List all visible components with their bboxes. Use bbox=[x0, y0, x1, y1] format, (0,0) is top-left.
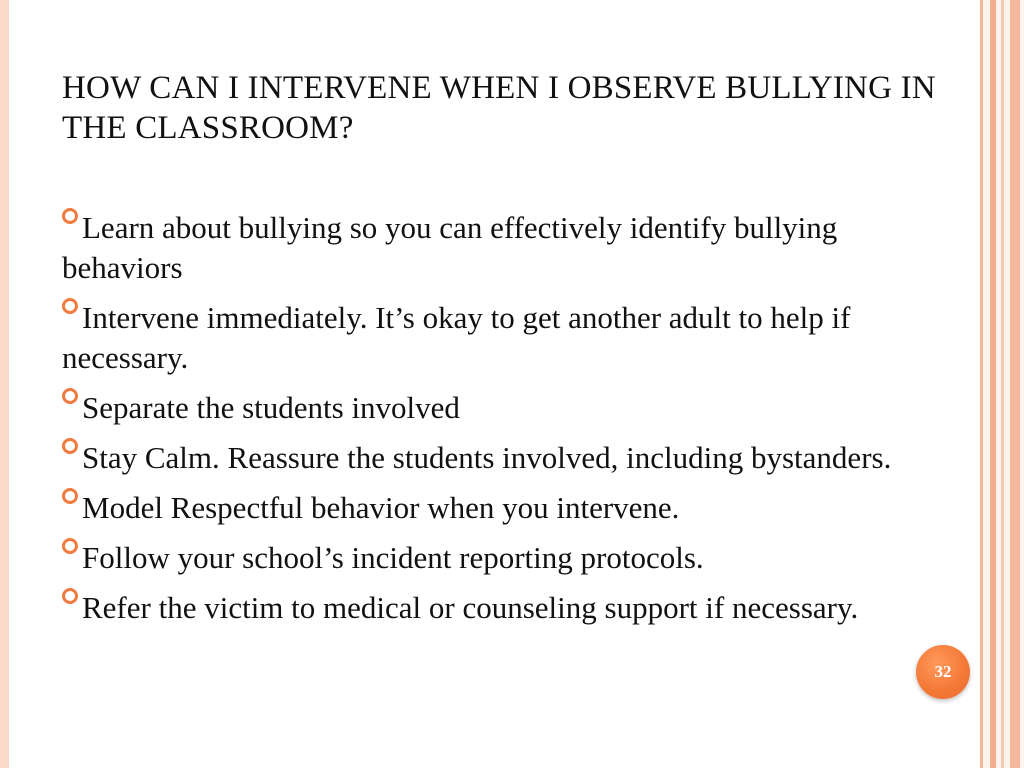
bullet-item bbox=[62, 298, 892, 378]
ring-bullet-icon bbox=[62, 538, 78, 554]
bullet-text: Model Respectful behavior when you intervene. bbox=[82, 490, 680, 525]
ring-bullet-icon bbox=[62, 298, 78, 314]
ring-bullet-icon bbox=[62, 438, 78, 454]
bullet-text: Refer the victim to medical or counseling support if necessary. bbox=[82, 590, 859, 625]
bullet-item bbox=[62, 438, 892, 478]
ring-bullet-icon bbox=[62, 488, 78, 504]
bullet-text: Intervene immediately. It’s okay to get another adult to help if necessary. bbox=[62, 300, 851, 375]
right-decorative-stripe bbox=[1001, 0, 1004, 768]
bullet-item bbox=[62, 488, 892, 528]
ring-bullet-icon bbox=[62, 388, 78, 404]
left-decorative-stripe bbox=[0, 0, 9, 768]
bullet-item bbox=[62, 388, 892, 428]
right-decorative-stripe bbox=[980, 0, 983, 768]
bullet-list bbox=[62, 208, 892, 638]
right-decorative-stripe bbox=[990, 0, 996, 768]
page-number-badge: 32 bbox=[916, 645, 970, 699]
right-decorative-stripe bbox=[1010, 0, 1020, 768]
bullet-item bbox=[62, 588, 892, 628]
slide-title: HOW CAN I INTERVENE WHEN I OBSERVE BULLYING IN THE CLASSROOM? bbox=[62, 70, 936, 146]
bullet-item bbox=[62, 538, 892, 578]
ring-bullet-icon bbox=[62, 588, 78, 604]
bullet-text: Follow your school’s incident reporting protocols. bbox=[82, 540, 704, 575]
ring-bullet-icon bbox=[62, 208, 78, 224]
bullet-text: Separate the students involved bbox=[82, 390, 460, 425]
bullet-item bbox=[62, 208, 892, 288]
bullet-text: Learn about bullying so you can effectively identify bullying behaviors bbox=[62, 210, 838, 285]
bullet-text: Stay Calm. Reassure the students involved, including bystanders. bbox=[82, 440, 892, 475]
